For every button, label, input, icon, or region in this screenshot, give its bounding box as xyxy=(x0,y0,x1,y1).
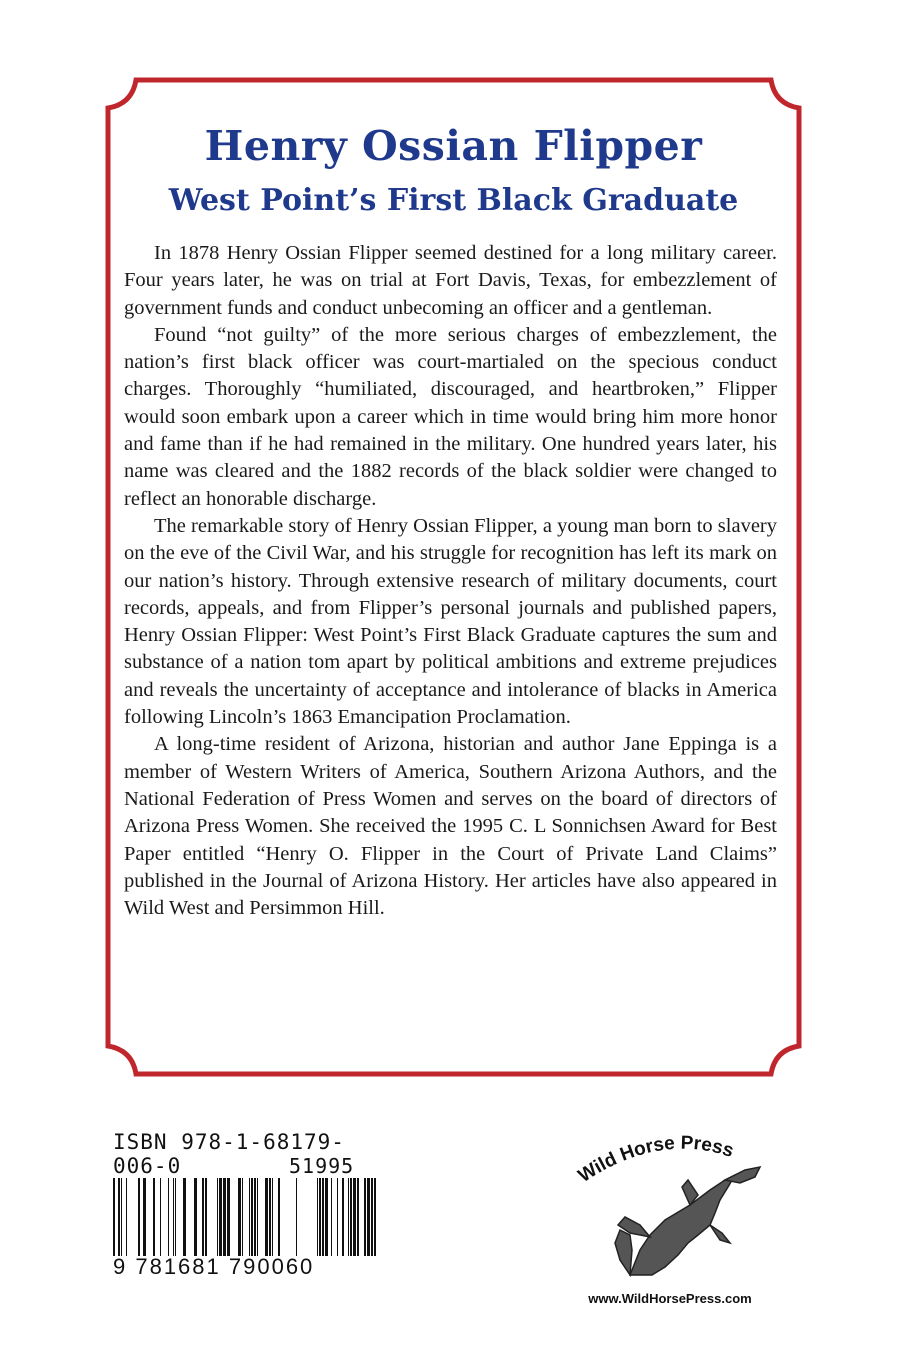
barcode-bar xyxy=(242,1178,243,1256)
ean-digits: 9 781681 790060 xyxy=(113,1254,315,1279)
barcode-bar xyxy=(342,1178,344,1256)
author-bio-paragraph: A long-time resident of Arizona, historian and author Jane Eppinga is a member of Western Writers of America, Southern Arizona Authors, and the National Federation of Press Women and serves on the board of directors of Arizona Press Women. She received the 1995 C. L Sonnichsen Award for Best Paper entitled “Henry O. Flipper in the Court of Private Land Claims” published in the Journal of Arizona History. Her articles have also appeared in Wild West and Persimmon Hill. xyxy=(124,733,777,920)
barcode-bar xyxy=(269,1178,271,1256)
barcode-bar xyxy=(348,1178,349,1256)
barcode-bar xyxy=(183,1178,186,1256)
bucking-horse-logo-icon xyxy=(570,1125,800,1290)
book-title: Henry Ossian Flipper xyxy=(204,122,703,170)
barcode-bars xyxy=(113,1178,388,1258)
barcode-bar xyxy=(251,1178,253,1256)
barcode-bar xyxy=(175,1178,176,1256)
barcode-bar xyxy=(138,1178,140,1256)
barcode-bar xyxy=(257,1178,258,1256)
barcode-bar xyxy=(322,1178,324,1256)
barcode-bar xyxy=(118,1178,120,1256)
barcode-bar xyxy=(173,1178,174,1256)
barcode-bar xyxy=(367,1178,370,1256)
barcode-bar xyxy=(238,1178,241,1256)
barcode-bar xyxy=(278,1178,280,1256)
book-subtitle: West Point’s First Black Graduate xyxy=(168,183,739,218)
price-code: 51995 xyxy=(289,1154,355,1178)
barcode-bar xyxy=(272,1178,273,1256)
barcode-bar xyxy=(265,1178,268,1256)
barcode-bar xyxy=(121,1178,122,1256)
barcode-bar xyxy=(331,1178,332,1256)
barcode-bar xyxy=(194,1178,197,1256)
barcode-bar xyxy=(319,1178,321,1256)
publisher-name: Wild Horse Press xyxy=(574,1132,737,1187)
publisher-website: www.WildHorsePress.com xyxy=(588,1291,752,1306)
barcode-bar xyxy=(350,1178,352,1256)
isbn-label: ISBN 978-1-68179-006-0 xyxy=(113,1130,345,1178)
barcode-bar xyxy=(296,1178,297,1256)
publisher-logo xyxy=(570,1125,800,1315)
blurb-text xyxy=(124,240,777,922)
barcode-bar xyxy=(205,1178,207,1256)
barcode-bar xyxy=(168,1178,169,1256)
barcode-bar xyxy=(126,1178,127,1256)
barcode-bar xyxy=(254,1178,256,1256)
barcode-bar xyxy=(219,1178,222,1256)
barcode-bar xyxy=(374,1178,376,1256)
barcode-bar xyxy=(113,1178,115,1256)
barcode-bar xyxy=(325,1178,328,1256)
blurb-paragraph-3: The remarkable story of Henry Ossian Flipper, a young man born to slavery on the eve of the Civil War, and his struggle for recognition has left its mark on our nation’s history. Through extensive research of military documents, court records, appeals, and from Flipper’s personal journals and published papers, Henry Ossian Flipper: West Point’s First Black Graduate captures the sum and substance of a nation tom apart by political ambitions and extreme prejudices and reveals the uncertainty of acceptance and intolerance of blacks in America following Lincoln’s 1863 Emancipation Proclamation. xyxy=(124,514,777,729)
barcode-bar xyxy=(357,1178,359,1256)
barcode-bar xyxy=(223,1178,226,1256)
barcode-bar xyxy=(371,1178,373,1256)
barcode-bar xyxy=(364,1178,366,1256)
barcode-bar xyxy=(160,1178,161,1256)
barcode-bar xyxy=(249,1178,250,1256)
barcode-bar xyxy=(202,1178,204,1256)
barcode-bar xyxy=(337,1178,338,1256)
barcode-bar xyxy=(227,1178,230,1256)
blurb-paragraph-1: In 1878 Henry Ossian Flipper seemed destined for a long military career. Four years later, he was on trial at Fort Davis, Texas, for embezzlement of government funds and conduct unbecoming an officer and a gentleman. xyxy=(124,242,777,319)
isbn-barcode xyxy=(113,1130,388,1290)
svg-text:Wild Horse Press xyxy=(575,1133,736,1187)
barcode-bar xyxy=(353,1178,356,1256)
barcode-bar xyxy=(317,1178,318,1256)
barcode-bar xyxy=(217,1178,218,1256)
blurb-paragraph-2: Found “not guilty” of the more serious charges of embezzlement, the nation’s first black officer was court-martialed on the specious conduct charges. Thoroughly “humiliated, discouraged, and heartbroken,” Flipper would soon embark upon a career which in time would bring him more honor and fame than if he had remained in the military. One hundred years later, his name was cleared and the 1882 records of the black soldier were changed to reflect an honorable discharge. xyxy=(124,323,777,510)
barcode-bar xyxy=(143,1178,146,1256)
barcode-bar xyxy=(153,1178,155,1256)
